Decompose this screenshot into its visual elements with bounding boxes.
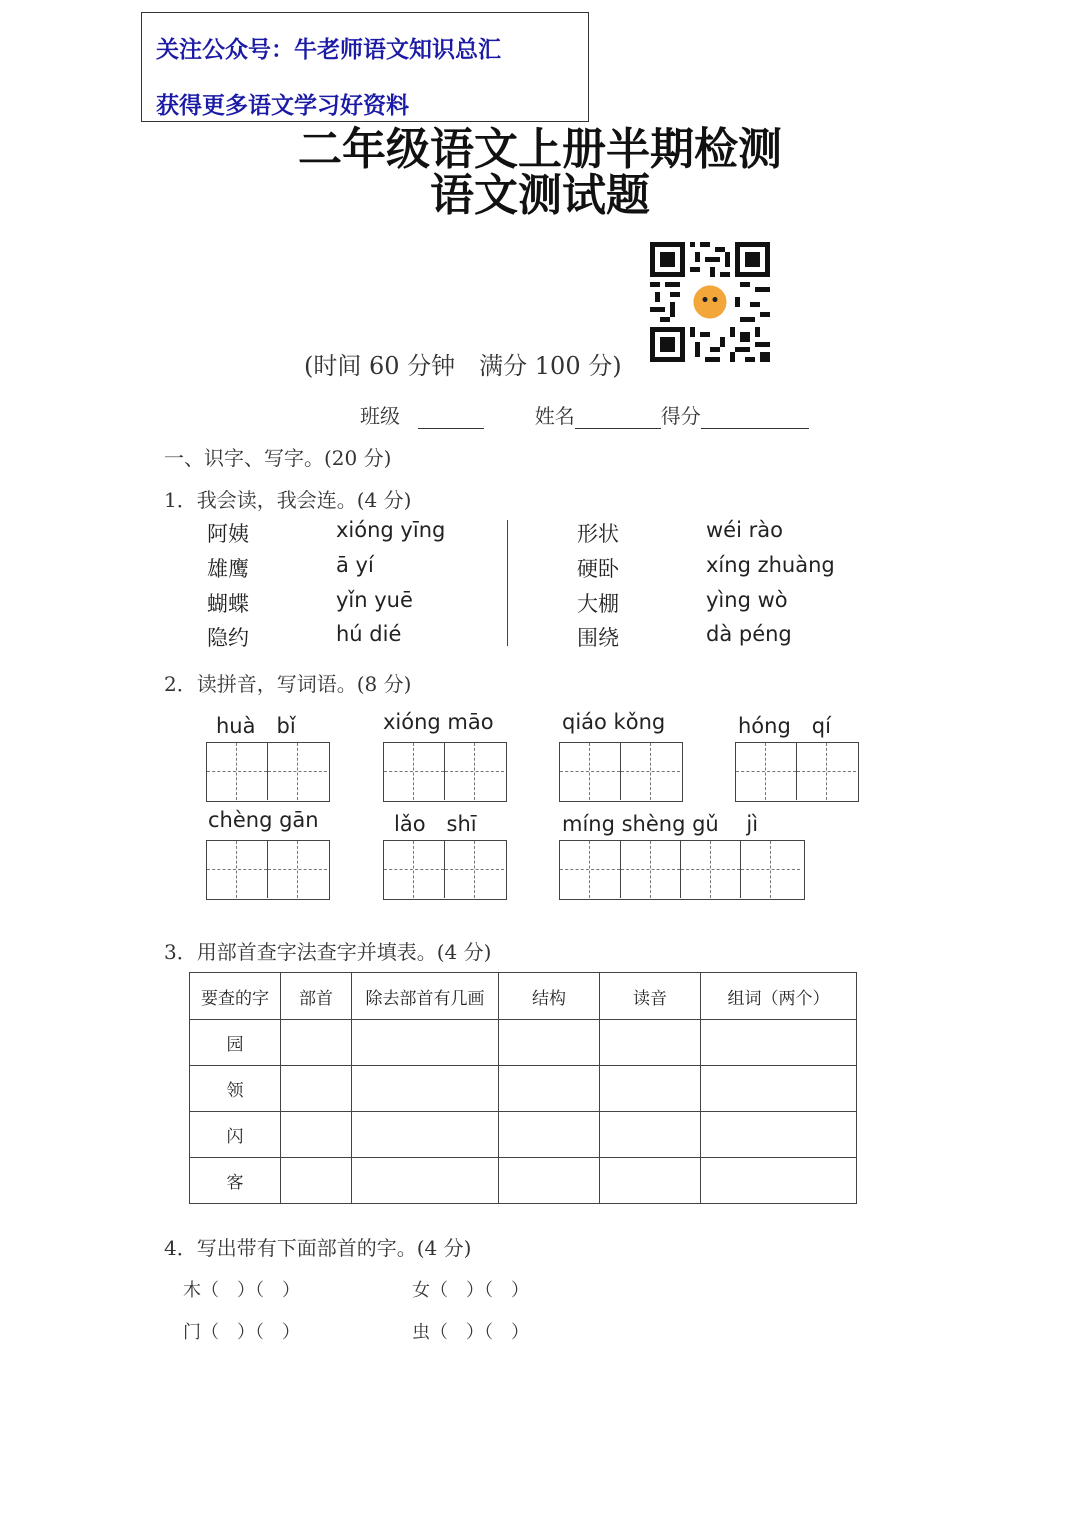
- answer-cell[interactable]: [499, 1066, 600, 1112]
- class-field[interactable]: [418, 408, 484, 429]
- writing-grid[interactable]: [383, 742, 507, 802]
- writing-grid[interactable]: [206, 742, 330, 802]
- answer-cell[interactable]: [281, 1158, 352, 1204]
- answer-cell[interactable]: [352, 1158, 499, 1204]
- table-char-cell: 园: [190, 1020, 281, 1066]
- answer-cell[interactable]: [352, 1020, 499, 1066]
- q1-left-word[interactable]: 阿姨: [207, 522, 249, 546]
- q3-heading: 3．用部首查字法查字并填表。(4 分): [164, 940, 492, 964]
- answer-cell[interactable]: [600, 1158, 701, 1204]
- q2-heading: 2．读拼音，写词语。(8 分): [164, 672, 412, 696]
- q1-left-pinyin[interactable]: hú dié: [336, 622, 402, 646]
- grid-cell[interactable]: [740, 841, 800, 898]
- answer-cell[interactable]: [600, 1112, 701, 1158]
- exam-info: (时间 60 分钟 满分 100 分): [304, 352, 622, 380]
- table-header-cell: 组词（两个）: [701, 973, 857, 1020]
- answer-cell[interactable]: [701, 1112, 857, 1158]
- q2-pinyin: lǎo shī: [394, 812, 477, 836]
- answer-cell[interactable]: [600, 1020, 701, 1066]
- writing-grid[interactable]: [383, 840, 507, 900]
- promo-line-2: 获得更多语文学习好资料: [156, 93, 409, 119]
- section-heading: 一、识字、写字。(20 分): [164, 446, 392, 470]
- grid-cell[interactable]: [267, 743, 327, 800]
- grid-cell[interactable]: [207, 743, 267, 800]
- radical-lookup-table: [189, 972, 857, 1204]
- writing-grid[interactable]: [206, 840, 330, 900]
- column-divider: [507, 520, 508, 646]
- table-row: [190, 1020, 857, 1066]
- grid-cell[interactable]: [796, 743, 856, 800]
- student-info-row: [360, 400, 809, 429]
- grid-cell[interactable]: [620, 841, 680, 898]
- writing-grid[interactable]: [559, 742, 683, 802]
- table-header-row: [190, 973, 857, 1020]
- page-subtitle: 语文测试题: [430, 170, 650, 221]
- answer-cell[interactable]: [281, 1112, 352, 1158]
- answer-cell[interactable]: [281, 1020, 352, 1066]
- answer-cell[interactable]: [281, 1066, 352, 1112]
- answer-cell[interactable]: [701, 1066, 857, 1112]
- q2-pinyin: huà bǐ: [216, 714, 296, 738]
- table-row: [190, 1112, 857, 1158]
- q4-item[interactable]: 门（ ）（ ）: [183, 1322, 300, 1343]
- grid-cell[interactable]: [267, 841, 327, 898]
- q2-pinyin: míng shèng gǔ jì: [562, 812, 759, 836]
- q1-right-pinyin[interactable]: xíng zhuàng: [706, 553, 835, 577]
- q1-right-word[interactable]: 围绕: [577, 626, 619, 650]
- name-label: 姓名: [534, 404, 575, 428]
- answer-cell[interactable]: [499, 1020, 600, 1066]
- q4-item[interactable]: 虫（ ）（ ）: [412, 1322, 529, 1343]
- table-header-cell: 要查的字: [190, 973, 281, 1020]
- answer-cell[interactable]: [701, 1020, 857, 1066]
- table-row: [190, 1158, 857, 1204]
- table-row: [190, 1066, 857, 1112]
- table-header-cell: 读音: [600, 973, 701, 1020]
- q4-heading: 4．写出带有下面部首的字。(4 分): [164, 1236, 472, 1260]
- answer-cell[interactable]: [600, 1066, 701, 1112]
- answer-cell[interactable]: [352, 1112, 499, 1158]
- q1-heading: 1．我会读，我会连。(4 分): [164, 488, 412, 512]
- answer-cell[interactable]: [499, 1158, 600, 1204]
- q1-left-pinyin[interactable]: xióng yīng: [336, 518, 446, 542]
- table-char-cell: 闪: [190, 1112, 281, 1158]
- q1-left-pinyin[interactable]: ā yí: [336, 553, 374, 577]
- grid-cell[interactable]: [444, 743, 504, 800]
- q2-pinyin: chèng gān: [208, 808, 319, 832]
- table-char-cell: 领: [190, 1066, 281, 1112]
- q4-item[interactable]: 女（ ）（ ）: [412, 1280, 529, 1301]
- class-label: 班级: [360, 404, 400, 428]
- q1-right-word[interactable]: 硬卧: [577, 557, 619, 581]
- grid-cell[interactable]: [560, 743, 620, 800]
- grid-cell[interactable]: [207, 841, 267, 898]
- grid-cell[interactable]: [384, 841, 444, 898]
- page-title: 二年级语文上册半期检测: [298, 124, 782, 175]
- grid-cell[interactable]: [444, 841, 504, 898]
- grid-cell[interactable]: [560, 841, 620, 898]
- promo-line-1: 关注公众号：牛老师语文知识总汇: [156, 37, 501, 63]
- q2-pinyin: qiáo kǒng: [562, 710, 666, 734]
- name-field[interactable]: [575, 408, 661, 429]
- q1-right-word[interactable]: 形状: [577, 522, 619, 546]
- answer-cell[interactable]: [352, 1066, 499, 1112]
- q1-left-word[interactable]: 蝴蝶: [207, 592, 249, 616]
- q4-item[interactable]: 木（ ）（ ）: [183, 1280, 300, 1301]
- q1-left-pinyin[interactable]: yǐn yuē: [336, 588, 413, 612]
- grid-cell[interactable]: [680, 841, 740, 898]
- q1-right-pinyin[interactable]: dà péng: [706, 622, 792, 646]
- table-header-cell: 除去部首有几画: [352, 973, 499, 1020]
- grid-cell[interactable]: [384, 743, 444, 800]
- q1-right-pinyin[interactable]: yìng wò: [706, 588, 788, 612]
- q2-pinyin: hóng qí: [738, 714, 831, 738]
- table-char-cell: 客: [190, 1158, 281, 1204]
- writing-grid[interactable]: [735, 742, 859, 802]
- q1-right-pinyin[interactable]: wéi rào: [706, 518, 783, 542]
- table-header-cell: 部首: [281, 973, 352, 1020]
- grid-cell[interactable]: [620, 743, 680, 800]
- q2-pinyin: xióng māo: [383, 710, 494, 734]
- answer-cell[interactable]: [701, 1158, 857, 1204]
- q1-left-word[interactable]: 雄鹰: [207, 557, 249, 581]
- table-header-cell: 结构: [499, 973, 600, 1020]
- grid-cell[interactable]: [736, 743, 796, 800]
- writing-grid[interactable]: [559, 840, 805, 900]
- promo-box: [141, 12, 589, 122]
- q1-right-word[interactable]: 大棚: [577, 592, 619, 616]
- q1-left-word[interactable]: 隐约: [207, 626, 249, 650]
- qr-code-icon: [650, 242, 770, 362]
- score-label: 得分: [660, 404, 701, 428]
- answer-cell[interactable]: [499, 1112, 600, 1158]
- score-field[interactable]: [701, 408, 809, 429]
